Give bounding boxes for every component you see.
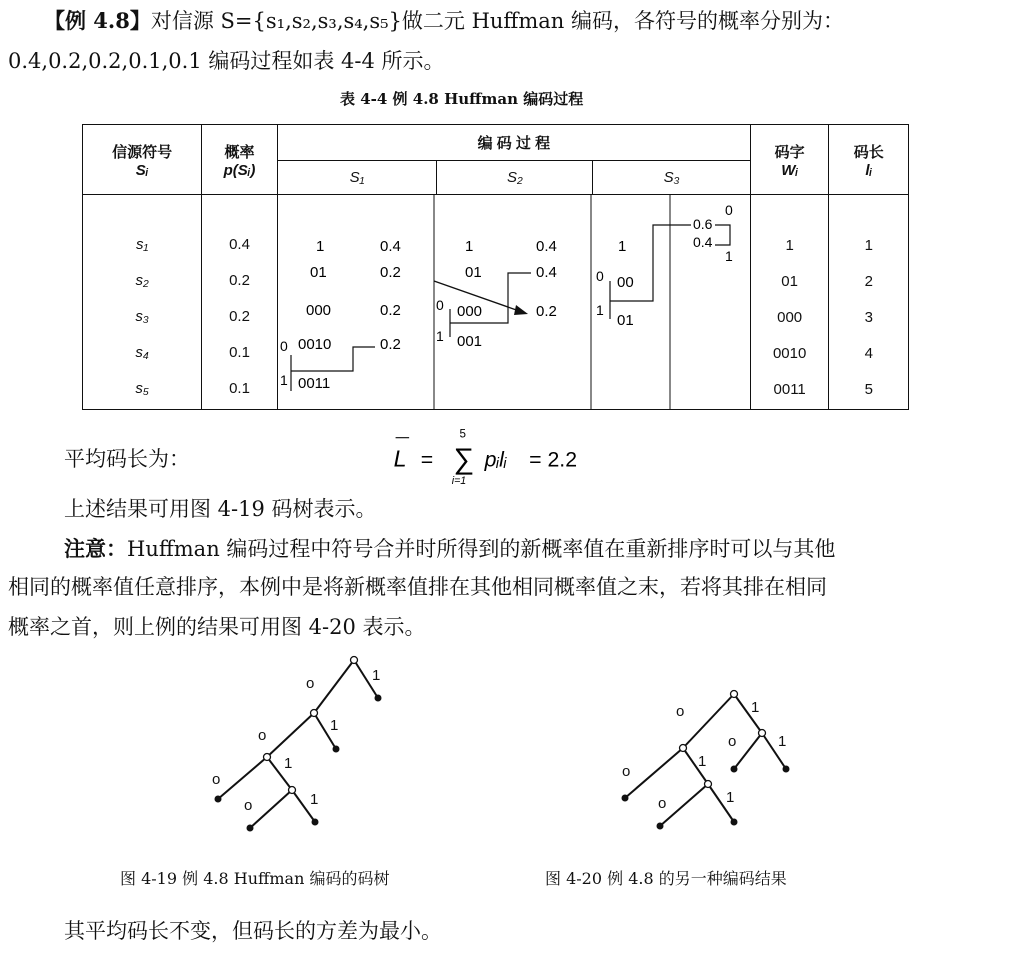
- s1-prob: 0.2: [379, 302, 401, 319]
- prob-cell: 0.2: [229, 308, 250, 325]
- prob-cell: 0.4: [229, 236, 250, 253]
- branch-label-0: o: [244, 797, 253, 814]
- s2-code: 1: [464, 238, 474, 255]
- codeword-cell: 0011: [773, 381, 806, 398]
- fig-4-19-tree: [190, 650, 420, 835]
- tree-node: [264, 754, 271, 761]
- s3-bit-final-1: 1: [724, 248, 733, 264]
- leaf-node: [215, 796, 222, 803]
- s1-code: 01: [309, 264, 327, 281]
- branch-label-1: 1: [778, 733, 787, 750]
- s3-bit-final-0: 0: [724, 202, 733, 218]
- branch-label-0: o: [658, 795, 667, 812]
- header-symbol-label: 信源符号: [112, 143, 173, 161]
- symbol-column: [83, 195, 202, 410]
- branch-label-0: o: [212, 771, 221, 788]
- branch-label-0: o: [676, 703, 685, 720]
- s3-code: 00: [616, 274, 634, 291]
- s1-code: 0010: [297, 336, 332, 353]
- s3-final-bracket: [715, 225, 730, 245]
- branch-label-1: 1: [751, 699, 760, 716]
- symbol-cell: s₂: [135, 272, 149, 289]
- branch-label-1: 1: [284, 755, 293, 772]
- symbol-cell: s₁: [135, 236, 149, 253]
- codeword-cell: 1: [785, 237, 794, 254]
- header-length-label: 码长: [853, 143, 884, 161]
- branch-label-0: o: [728, 733, 737, 750]
- s3-bit-1: 1: [595, 302, 604, 318]
- fig-4-20-tree: [600, 676, 820, 836]
- header-length: [829, 125, 909, 195]
- tree-node: [289, 787, 296, 794]
- s2-bit-1: 1: [435, 328, 444, 344]
- s2-prob: 0.4: [535, 264, 557, 281]
- prob-cell: 0.1: [229, 380, 250, 397]
- tree-node: [705, 781, 712, 788]
- note-line-1: [64, 534, 835, 564]
- avg-formula: [388, 428, 618, 488]
- s3-bit-0: 0: [595, 268, 604, 284]
- symbol-cell: s₅: [135, 380, 149, 397]
- coding-process-diagram: [278, 195, 750, 409]
- note-text-1: Huffman 编码过程中符号合并时所得到的新概率值在重新排序时可以与其他: [127, 537, 836, 561]
- huffman-table: [82, 124, 909, 410]
- header-symbol: [83, 125, 202, 195]
- intro-text-1: 对信源 S={s₁,s₂,s₃,s₄,s₅}做二元 Huffman 编码，各符号的概率分别为：: [150, 9, 844, 33]
- prob-cell: 0.2: [229, 272, 250, 289]
- note-label: 注意：: [64, 536, 127, 561]
- leaf-node: [375, 695, 382, 702]
- header-length-sub: lᵢ: [865, 161, 873, 179]
- length-column: [829, 195, 909, 410]
- s1-prob: 0.4: [379, 238, 401, 255]
- leaf-node: [312, 819, 319, 826]
- branch-label-1: 1: [372, 667, 381, 684]
- branch-label-0: o: [306, 675, 315, 692]
- tree-node: [311, 710, 318, 717]
- leaf-node: [731, 766, 738, 773]
- leaf-node: [657, 823, 664, 830]
- intro-line-1: [44, 6, 844, 36]
- s1-bit-1: 1: [279, 372, 288, 388]
- branch-label-1: 1: [726, 789, 735, 806]
- s1-bit-0: 0: [279, 338, 288, 354]
- length-cell: 3: [864, 309, 873, 326]
- s2-prob: 0.4: [535, 238, 557, 255]
- header-codeword-label: 码字: [774, 143, 805, 161]
- codeword-cell: 0010: [772, 345, 807, 362]
- coding-process-cell: [277, 195, 750, 410]
- codeword-cell: 01: [781, 273, 798, 290]
- header-prob-sub: p(Sᵢ): [223, 161, 256, 179]
- sum-top: 5: [459, 428, 466, 441]
- codeword-column: [750, 195, 829, 410]
- length-cell: 4: [864, 345, 873, 362]
- note-line-2: 相同的概率值任意排序，本例中是将新概率值排在其他相同概率值之末，若将其排在相同: [8, 575, 827, 599]
- branch-label-0: o: [622, 763, 631, 780]
- header-codeword: [750, 125, 829, 195]
- header-codeword-sub: Wᵢ: [781, 161, 799, 179]
- formula-rhs: = 2.2: [529, 447, 578, 472]
- formula-eq: =: [420, 447, 434, 472]
- s1-code: 0011: [297, 375, 331, 392]
- header-prob: [202, 125, 278, 195]
- s2-arrow-head: [514, 305, 528, 315]
- branch-label-1: 1: [310, 791, 319, 808]
- closing-text: 其平均码长不变，但码长的方差为最小。: [64, 919, 442, 943]
- s3-prob: 0.4: [692, 234, 713, 250]
- prob-cell: 0.1: [229, 344, 250, 361]
- tree-node: [680, 745, 687, 752]
- s1-code: 1: [315, 238, 325, 255]
- header-stage-s3: S₃: [593, 161, 750, 195]
- header-prob-label: 概率: [224, 143, 255, 161]
- fig-4-20-caption: 图 4-20 例 4.8 的另一种编码结果: [545, 869, 787, 888]
- s2-prob: 0.2: [535, 303, 557, 320]
- s2-code: 01: [464, 264, 482, 281]
- header-stage-s2: S₂: [437, 161, 593, 195]
- tree-node: [731, 691, 738, 698]
- length-cell: 5: [864, 381, 873, 398]
- leaf-node: [731, 819, 738, 826]
- table-caption: 表 4-4 例 4.8 Huffman 编码过程: [340, 90, 584, 108]
- prob-column: [202, 195, 278, 410]
- branch-label-0: o: [258, 727, 267, 744]
- leaf-node: [783, 766, 790, 773]
- intro-line-2: 0.4,0.2,0.2,0.1,0.1 编码过程如表 4-4 所示。: [8, 49, 445, 73]
- s2-bit-0: 0: [435, 297, 444, 313]
- formula-term: pᵢlᵢ: [484, 447, 507, 472]
- length-cell: 1: [864, 237, 873, 254]
- codeword-cell: 000: [777, 309, 803, 326]
- sum-bottom: i=1: [451, 475, 467, 488]
- s1-code: 000: [305, 302, 331, 319]
- symbol-cell: s₄: [135, 344, 149, 361]
- leaf-node: [622, 795, 629, 802]
- s1-prob: 0.2: [379, 336, 401, 353]
- s3-code: 01: [616, 312, 634, 329]
- header-symbol-sub: Sᵢ: [135, 161, 149, 179]
- sum-icon: ∑: [453, 443, 475, 476]
- fig-4-19-caption: 图 4-19 例 4.8 Huffman 编码的码树: [120, 869, 390, 888]
- para-tree-ref: 上述结果可用图 4-19 码树表示。: [64, 497, 377, 521]
- branch-label-1: 1: [698, 753, 707, 770]
- formula-lhs: L: [393, 445, 407, 472]
- s3-code: 1: [617, 238, 627, 255]
- s1-prob: 0.2: [379, 264, 401, 281]
- header-stage-s1: S₁: [277, 161, 436, 195]
- header-process: 编 码 过 程: [277, 125, 750, 161]
- tree-node: [351, 657, 358, 664]
- leaf-node: [333, 746, 340, 753]
- avg-label: 平均码长为：: [64, 447, 190, 471]
- leaf-node: [247, 825, 254, 832]
- note-line-3: 概率之首，则上例的结果可用图 4-20 表示。: [8, 615, 426, 639]
- tree-node: [759, 730, 766, 737]
- length-cell: 2: [864, 273, 873, 290]
- s2-code: 000: [456, 303, 482, 320]
- example-label: 【例 4.8】: [44, 8, 151, 33]
- branch-label-1: 1: [330, 717, 339, 734]
- symbol-cell: s₃: [135, 308, 149, 325]
- s2-code: 001: [456, 333, 482, 350]
- s3-prob: 0.6: [692, 216, 713, 232]
